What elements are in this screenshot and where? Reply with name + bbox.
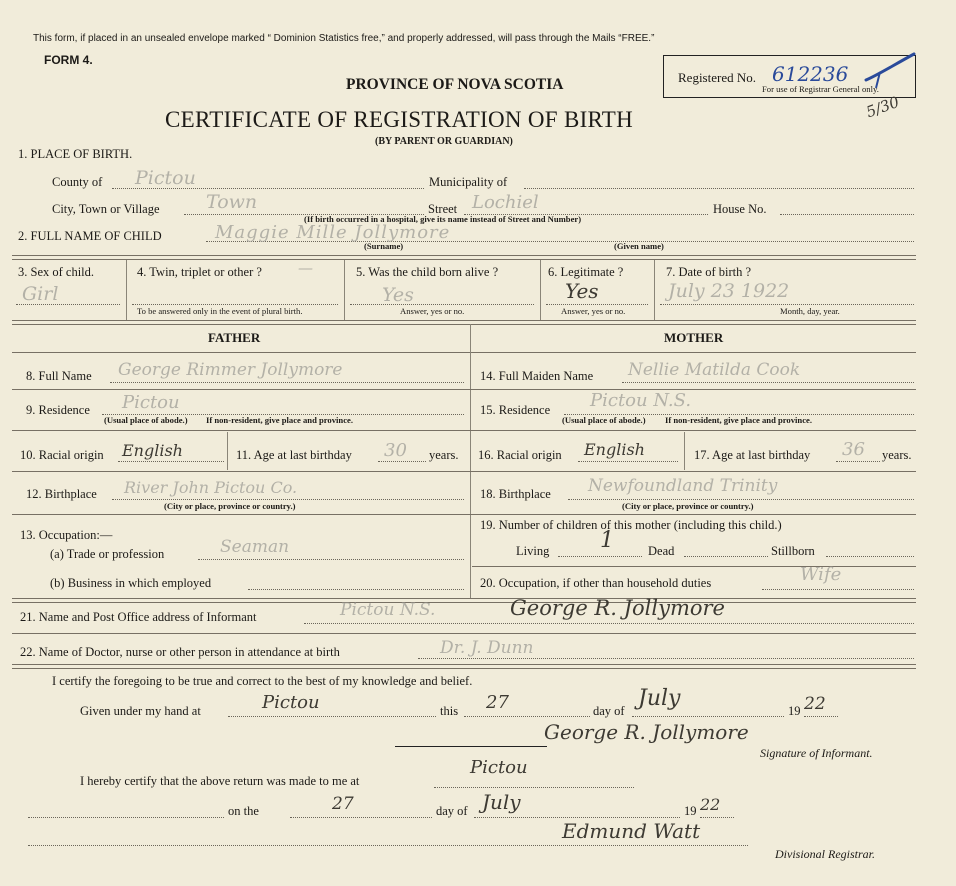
informant-name: George R. Jollymore	[510, 596, 725, 620]
father-racial-label: 10. Racial origin	[20, 448, 104, 462]
informant-label: 21. Name and Post Office address of Informant	[20, 610, 257, 624]
col-divider	[344, 260, 345, 320]
divider	[12, 352, 916, 353]
father-birthplace-line	[112, 499, 464, 500]
twin-line	[132, 304, 338, 305]
sex-line	[16, 304, 120, 305]
trade-line	[198, 559, 464, 560]
day-of-label: day of	[593, 704, 625, 718]
certify-year: 22	[804, 694, 826, 714]
alive-value: Yes	[382, 284, 414, 306]
mother-residence-note: (Usual place of abode.)	[562, 415, 646, 425]
registered-number: 612236	[772, 62, 849, 86]
stillborn-line	[826, 556, 914, 557]
municipality-line	[524, 188, 914, 189]
dob-label: 7. Date of birth ?	[666, 265, 752, 279]
registrar-year: 22	[700, 795, 721, 814]
father-birthplace-value: River John Pictou Co.	[124, 478, 298, 497]
living-line	[558, 556, 642, 557]
mother-age-label: 17. Age at last birthday	[694, 448, 811, 462]
divider	[12, 320, 916, 325]
doctor-label: 22. Name of Doctor, nurse or other person in attendance at birth	[20, 645, 340, 659]
mother-occupation-label: 20. Occupation, if other than household duties	[480, 576, 712, 590]
child-name-label: 2. FULL NAME OF CHILD	[18, 229, 162, 243]
mother-birthplace-line	[568, 499, 914, 500]
legitimate-value: Yes	[565, 279, 599, 303]
signature-caption: Signature of Informant.	[760, 746, 873, 760]
mother-occupation-line	[762, 589, 914, 590]
certify-statement: I certify the foregoing to be true and correct to the best of my knowledge and belief.	[52, 674, 473, 688]
divider	[12, 598, 916, 603]
informant-signature: George R. Jollymore	[544, 720, 749, 744]
street-value: Lochiel	[472, 192, 539, 213]
legitimate-note: Answer, yes or no.	[561, 306, 626, 316]
col-divider	[684, 432, 685, 470]
trade-value: Seaman	[220, 537, 290, 557]
dead-label: Dead	[648, 544, 675, 558]
father-racial-line	[118, 461, 224, 462]
alive-line	[350, 304, 534, 305]
living-label: Living	[516, 544, 550, 558]
registrar-place-line	[434, 787, 634, 788]
sex-label: 3. Sex of child.	[18, 265, 95, 279]
father-years: years.	[429, 448, 459, 462]
registrar-day-line	[290, 817, 432, 818]
father-birthplace-note: (City or place, province or country.)	[164, 501, 296, 511]
divider	[12, 389, 916, 390]
month-line	[632, 716, 784, 717]
mother-racial-line	[578, 461, 678, 462]
divider	[12, 514, 916, 515]
city-label: City, Town or Village	[52, 202, 160, 216]
registrar-day-of-label: day of	[436, 804, 468, 818]
place-heading: 1. PLACE OF BIRTH.	[18, 147, 133, 161]
mother-residence-value: Pictou N.S.	[590, 390, 692, 411]
registrar-place: Pictou	[470, 757, 528, 778]
trade-label: (a) Trade or profession	[50, 547, 165, 561]
father-name-value: George Rimmer Jollymore	[118, 360, 343, 380]
father-heading: FATHER	[208, 330, 261, 345]
divider	[12, 633, 916, 634]
divider	[12, 430, 916, 431]
col-divider	[126, 260, 127, 320]
stillborn-label: Stillborn	[771, 544, 815, 558]
father-age-label: 11. Age at last birthday	[236, 448, 352, 462]
county-label: County of	[52, 175, 103, 189]
registrar-statement: I hereby certify that the above return was made to me at	[80, 774, 360, 788]
registrar-year-prefix: 19	[684, 804, 697, 818]
house-label: House No.	[713, 202, 767, 216]
mother-name-value: Nellie Matilda Cook	[628, 360, 801, 380]
certify-day: 27	[486, 692, 509, 713]
col-divider	[654, 260, 655, 320]
alive-label: 5. Was the child born alive ?	[356, 265, 499, 279]
certify-month: July	[638, 686, 681, 711]
dob-value: July 23 1922	[668, 280, 790, 302]
mother-occupation-value: Wife	[800, 564, 842, 585]
informant-address: Pictou N.S.	[340, 600, 436, 620]
father-residence-note: (Usual place of abode.)	[104, 415, 188, 425]
registrar-caption: Divisional Registrar.	[775, 847, 876, 861]
center-divider	[470, 324, 471, 598]
divider	[472, 566, 916, 567]
mother-name-line	[622, 382, 914, 383]
divider	[12, 471, 916, 472]
registrar-signature: Edmund Watt	[562, 819, 701, 843]
city-value: Town	[206, 191, 258, 213]
given-place-line	[228, 716, 436, 717]
registrar-note: For use of Registrar General only.	[762, 84, 879, 94]
informant-line	[304, 623, 914, 624]
mail-notice: This form, if placed in an unsealed envelope marked “ Dominion Statistics free,” and properly addressed, will pass through the Mails “FREE.”	[33, 33, 655, 44]
col-divider	[227, 432, 228, 470]
surname-caption: (Surname)	[364, 241, 404, 251]
registrar-month: July	[482, 790, 521, 814]
signature-line	[395, 746, 547, 747]
twin-label: 4. Twin, triplet or other ?	[137, 265, 262, 279]
father-birthplace-label: 12. Birthplace	[26, 487, 97, 501]
father-name-label: 8. Full Name	[26, 369, 92, 383]
alive-note: Answer, yes or no.	[400, 306, 465, 316]
legitimate-label: 6. Legitimate ?	[548, 265, 624, 279]
father-residence-value: Pictou	[122, 392, 180, 413]
twin-value: —	[298, 259, 313, 277]
registrar-signature-line	[28, 845, 748, 846]
year-line	[804, 716, 838, 717]
dob-line	[660, 304, 914, 305]
mother-years: years.	[882, 448, 912, 462]
doctor-line	[418, 658, 914, 659]
father-residence-label: 9. Residence	[26, 403, 90, 417]
this-label: this	[440, 704, 459, 718]
mother-name-label: 14. Full Maiden Name	[480, 369, 594, 383]
hospital-note: (If birth occurred in a hospital, give its name instead of Street and Number)	[304, 214, 582, 224]
divider	[12, 255, 916, 260]
given-name-caption: (Given name)	[614, 241, 664, 251]
day-line	[464, 716, 590, 717]
father-name-line	[110, 382, 464, 383]
document-subtitle: (BY PARENT OR GUARDIAN)	[375, 136, 513, 147]
house-line	[780, 214, 914, 215]
living-value: 1	[600, 528, 614, 553]
mother-racial-label: 16. Racial origin	[478, 448, 562, 462]
given-place: Pictou	[262, 692, 320, 713]
registered-label: Registered No.	[678, 70, 756, 85]
mother-birthplace-note: (City or place, province or country.)	[622, 501, 754, 511]
child-name-value: Maggie Mille Jollymore	[215, 222, 451, 243]
col-divider	[540, 260, 541, 320]
document-title: CERTIFICATE OF REGISTRATION OF BIRTH	[165, 107, 634, 132]
year-prefix: 19	[788, 704, 801, 718]
sex-value: Girl	[22, 283, 59, 305]
margin-mark: 5/30	[863, 92, 902, 122]
father-occupation-label: 13. Occupation:—	[20, 528, 113, 542]
mother-residence-label: 15. Residence	[480, 403, 551, 417]
registrar-day: 27	[332, 794, 354, 814]
given-label: Given under my hand at	[80, 704, 201, 718]
mother-birthplace-value: Newfoundland Trinity	[588, 476, 778, 496]
mother-age-value: 36	[842, 439, 865, 460]
doctor-name: Dr. J. Dunn	[440, 638, 534, 658]
registrar-year-line	[700, 817, 734, 818]
twin-note: To be answered only in the event of plural birth.	[137, 306, 303, 316]
legitimate-line	[546, 304, 648, 305]
county-value: Pictou	[135, 167, 196, 189]
mother-birthplace-label: 18. Birthplace	[480, 487, 551, 501]
dead-line	[684, 556, 768, 557]
divider	[12, 664, 916, 669]
father-nonres-note: If non-resident, give place and province.	[206, 415, 353, 425]
province-heading: PROVINCE OF NOVA SCOTIA	[346, 76, 564, 93]
business-line	[248, 589, 464, 590]
father-age-value: 30	[384, 440, 407, 461]
father-age-line	[378, 461, 426, 462]
mother-nonres-note: If non-resident, give place and province.	[665, 415, 812, 425]
form-number: FORM 4.	[44, 53, 93, 67]
municipality-label: Municipality of	[429, 175, 508, 189]
children-label: 19. Number of children of this mother (including this child.)	[480, 518, 782, 532]
mother-racial-value: English	[584, 440, 645, 459]
business-label: (b) Business in which employed	[50, 576, 212, 590]
street-label: Street	[428, 202, 458, 216]
check-mark-icon	[862, 50, 918, 90]
registrar-blank-line	[28, 817, 224, 818]
mother-age-line	[836, 461, 880, 462]
mother-heading: MOTHER	[664, 330, 724, 345]
on-the-label: on the	[228, 804, 259, 818]
dob-note: Month, day, year.	[780, 306, 840, 316]
father-racial-value: English	[122, 441, 183, 460]
registrar-month-line	[474, 817, 680, 818]
